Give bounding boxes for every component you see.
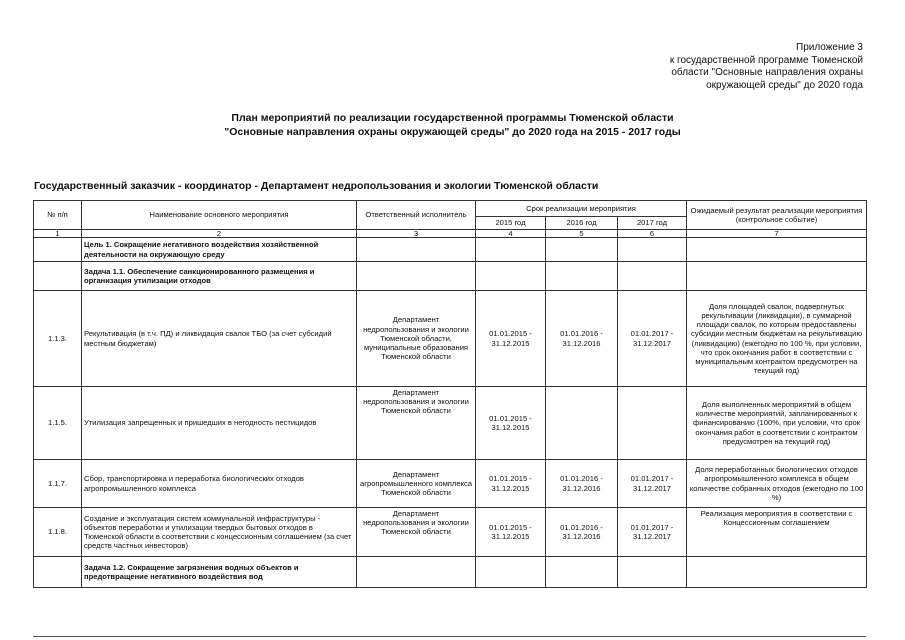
appendix-line: Приложение 3 bbox=[796, 42, 863, 53]
row-2016 bbox=[546, 387, 618, 460]
row-num: 1.1.8. bbox=[34, 508, 82, 557]
row-2017 bbox=[618, 387, 687, 460]
empty-cell bbox=[618, 262, 687, 291]
appendix-line: окружающей среды" до 2020 года bbox=[706, 79, 863, 91]
task-1-2-text: Задача 1.2. Сокращение загрязнения водных объектов и предотвращение негативного воздействия вод bbox=[82, 557, 357, 588]
empty-cell bbox=[687, 238, 867, 262]
row-2015: 01.01.2015 - 31.12.2015 bbox=[476, 460, 546, 508]
row-responsible: Департамент недропользования и экологии Тюменской области, муниципальные образования Тюменской области bbox=[357, 291, 476, 387]
table-row bbox=[34, 460, 867, 508]
empty-cell bbox=[34, 238, 82, 262]
table-row bbox=[34, 291, 867, 387]
row-responsible: Департамент недропользования и экологии Тюменской области bbox=[357, 387, 476, 460]
task-row bbox=[34, 557, 867, 588]
row-2017: 01.01.2017 - 31.12.2017 bbox=[618, 291, 687, 387]
row-name: Утилизация запрещенных и пришедших в негодность пестицидов bbox=[82, 387, 357, 460]
row-2016: 01.01.2016 - 31.12.2016 bbox=[546, 508, 618, 557]
row-responsible: Департамент агропромышленного комплекса Тюменской области bbox=[357, 460, 476, 508]
header-num: № п/п bbox=[34, 201, 82, 230]
empty-cell bbox=[34, 557, 82, 588]
row-name: Создание и эксплуатация систем коммунальной инфраструктуры - объектов переработки и утилизации твердых бытовых отходов в Тюменской области в соответствии с концессионным соглашением (за счет средств частных инвесторов) bbox=[82, 508, 357, 557]
row-num: 1.1.3. bbox=[34, 291, 82, 387]
appendix-line: к государственной программе Тюменской bbox=[669, 54, 863, 66]
row-result: Реализация мероприятия в соответствии с Концессионным соглашением bbox=[687, 508, 867, 557]
goal-1-text: Цель 1. Сокращение негативного воздействия хозяйственной деятельности на окружающую среду bbox=[82, 238, 357, 262]
column-number: 4 bbox=[476, 230, 546, 238]
header-name: Наименование основного мероприятия bbox=[82, 201, 357, 230]
empty-cell bbox=[357, 238, 476, 262]
column-number: 3 bbox=[357, 230, 476, 238]
header-period: Срок реализации мероприятия bbox=[476, 201, 687, 217]
column-number: 2 bbox=[82, 230, 357, 238]
row-name: Рекультивация (в т.ч. ПД) и ликвидация свалок ТБО (за счет субсидий местным бюджетам) bbox=[82, 291, 357, 387]
header-responsible: Ответственный исполнитель bbox=[357, 201, 476, 230]
row-result: Доля выполненных мероприятий в общем количестве мероприятий, запланированных к финансированию (100%, при условии, что срок окончания работ в соответствии с контрактом предусмотрен на текущий год) bbox=[687, 387, 867, 460]
row-2016: 01.01.2016 - 31.12.2016 bbox=[546, 460, 618, 508]
table-row bbox=[34, 508, 867, 557]
empty-cell bbox=[687, 262, 867, 291]
empty-cell bbox=[546, 238, 618, 262]
document-title bbox=[0, 112, 905, 139]
task-row bbox=[34, 262, 867, 291]
row-2017: 01.01.2017 - 31.12.2017 bbox=[618, 460, 687, 508]
row-2017: 01.01.2017 - 31.12.2017 bbox=[618, 508, 687, 557]
row-result: Доля переработанных биологических отходов агропромышленного комплекса в общем количестве собранных отходов (ежегодно по 100 %) bbox=[687, 460, 867, 508]
table-header-row bbox=[34, 201, 867, 217]
row-2016: 01.01.2016 - 31.12.2016 bbox=[546, 291, 618, 387]
row-responsible: Департамент недропользования и экологии Тюменской области bbox=[357, 508, 476, 557]
appendix-line: области "Основные направления охраны bbox=[671, 67, 863, 78]
empty-cell bbox=[476, 557, 546, 588]
empty-cell bbox=[357, 262, 476, 291]
row-2015: 01.01.2015 - 31.12.2015 bbox=[476, 291, 546, 387]
column-number: 6 bbox=[618, 230, 687, 238]
empty-cell bbox=[34, 262, 82, 291]
table-continuation-line bbox=[33, 636, 866, 637]
column-numbers-row bbox=[34, 230, 867, 238]
header-2017: 2017 год bbox=[618, 217, 687, 230]
row-num: 1.1.7. bbox=[34, 460, 82, 508]
header-result: Ожидаемый результат реализации мероприятия (контрольное событие) bbox=[687, 201, 867, 230]
row-2015: 01.01.2015 - 31.12.2015 bbox=[476, 508, 546, 557]
appendix-note bbox=[603, 42, 863, 92]
action-plan-table bbox=[33, 200, 867, 588]
empty-cell bbox=[546, 262, 618, 291]
column-number: 5 bbox=[546, 230, 618, 238]
empty-cell bbox=[687, 557, 867, 588]
empty-cell bbox=[546, 557, 618, 588]
row-num: 1.1.5. bbox=[34, 387, 82, 460]
row-result: Доля площадей свалок, подвергнутых рекультивации (ликвидации), в суммарной площади свалок, по которым предоставлены субсидии местным бюджетам на рекультивацию (ликвидацию) (ежегодно по 100 %, при условии, что срок окончания работ в соответствии с муниципальным контрактом предусмотрен на текущий год) bbox=[687, 291, 867, 387]
table-row bbox=[34, 387, 867, 460]
goal-row bbox=[34, 238, 867, 262]
column-number: 1 bbox=[34, 230, 82, 238]
empty-cell bbox=[618, 557, 687, 588]
empty-cell bbox=[618, 238, 687, 262]
state-customer: Государственный заказчик - координатор - Департамент недропользования и экологии Тюменской области bbox=[34, 180, 599, 192]
header-2016: 2016 год bbox=[546, 217, 618, 230]
empty-cell bbox=[476, 238, 546, 262]
title-line-1: План мероприятий по реализации государственной программы Тюменской области bbox=[231, 112, 674, 124]
empty-cell bbox=[476, 262, 546, 291]
empty-cell bbox=[357, 557, 476, 588]
column-number: 7 bbox=[687, 230, 867, 238]
row-2015: 01.01.2015 - 31.12.2015 bbox=[476, 387, 546, 460]
title-line-2: "Основные направления охраны окружающей среды" до 2020 года на 2015 - 2017 годы bbox=[224, 125, 681, 138]
task-1-1-text: Задача 1.1. Обеспечение санкционированного размещения и организация утилизации отходов bbox=[82, 262, 357, 291]
row-name: Сбор, транспортировка и переработка биологических отходов агропромышленного комплекса bbox=[82, 460, 357, 508]
header-2015: 2015 год bbox=[476, 217, 546, 230]
